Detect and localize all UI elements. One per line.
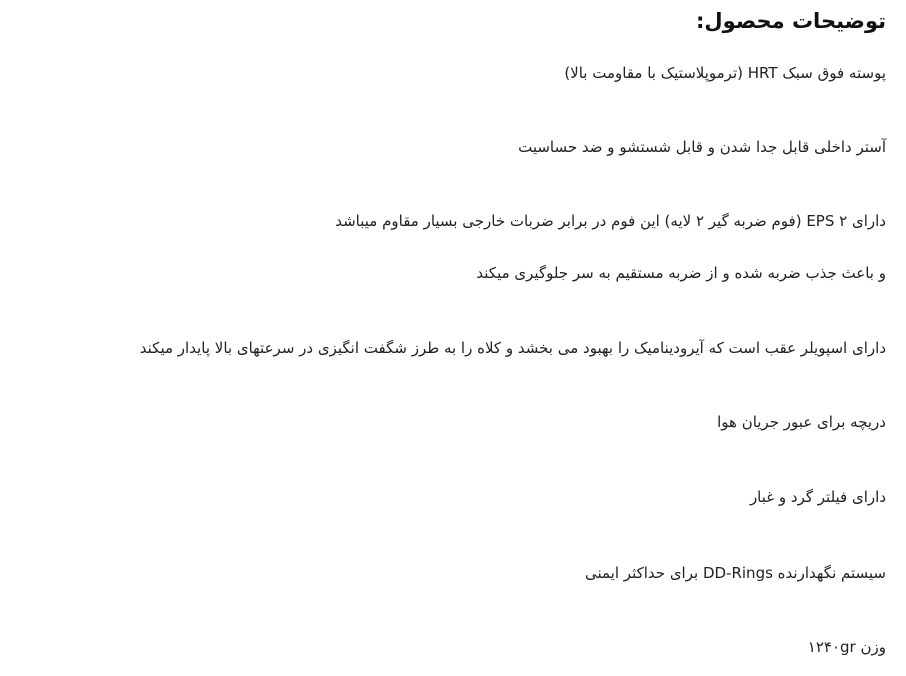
feature-line-filter: دارای فیلتر گرد و غبار — [749, 488, 886, 506]
feature-line-eps: دارای ۲ EPS (فوم ضربه گیر ۲ لایه) این فوم در برابر ضربات خارجی بسیار مقاوم میباشد — [335, 212, 886, 230]
feature-line-vents: دریچه برای عبور جریان هوا — [717, 413, 886, 431]
feature-line-liner: آستر داخلی قابل جدا شدن و قابل شستشو و ضد حساسیت — [518, 138, 886, 156]
feature-line-retention: سیستم نگهدارنده DD-Rings برای حداکثر ایمنی — [584, 564, 886, 582]
feature-line-impact: و باعث جذب ضربه شده و از ضربه مستقیم به سر جلوگیری میکند — [476, 264, 886, 282]
feature-line-weight: وزن ۱۲۴۰gr — [807, 638, 886, 656]
feature-line-shell: پوسته فوق سبک HRT (ترموپلاستیک با مقاومت بالا) — [564, 64, 886, 82]
section-heading: توضیحات محصول: — [696, 9, 886, 33]
feature-line-spoiler: دارای اسپویلر عقب است که آیرودینامیک را بهبود می بخشد و کلاه را به طرز شگفت انگیزی در سرعتهای بالا پایدار میکند — [139, 339, 886, 357]
